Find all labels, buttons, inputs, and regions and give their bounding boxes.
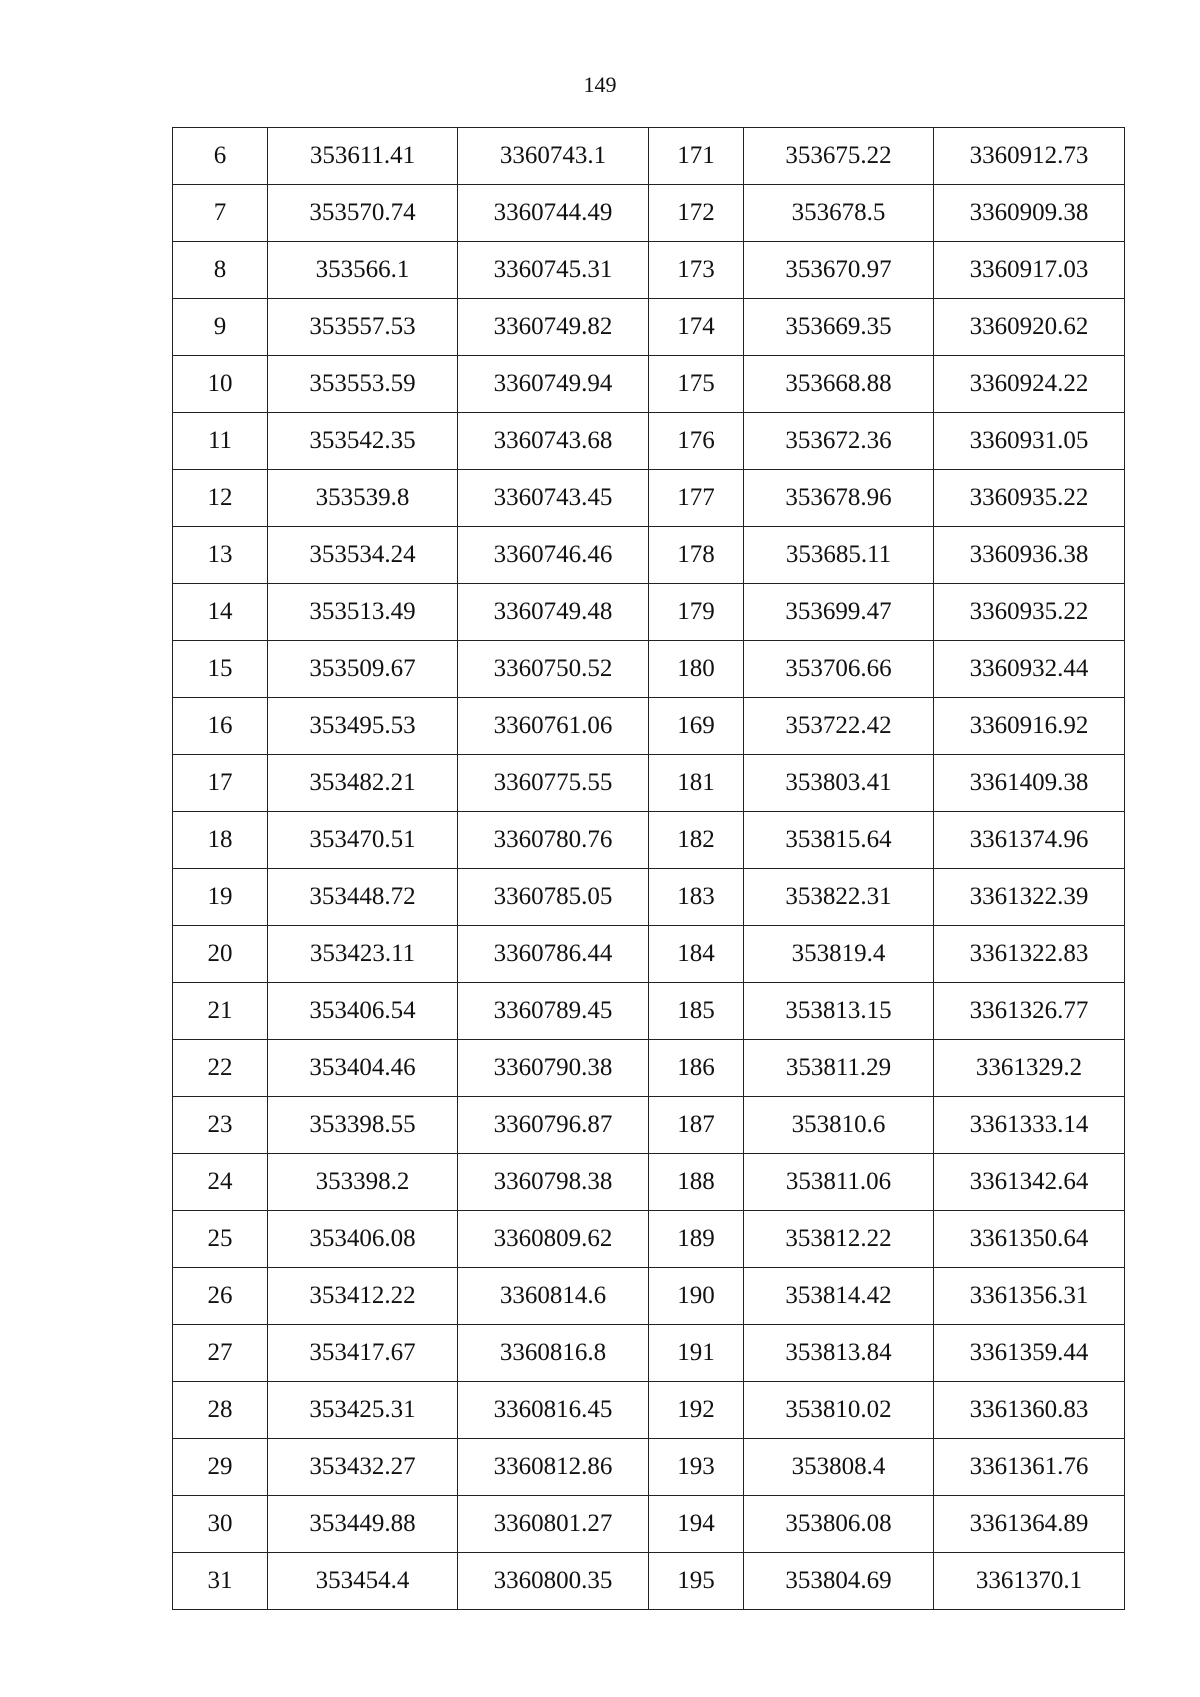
table-row [173, 755, 1125, 812]
x-coordinate-left-cell: 353406.54 [268, 983, 458, 1040]
y-coordinate-right-cell: 3360912.73 [934, 128, 1125, 185]
point-number-right-cell: 193 [649, 1439, 744, 1496]
x-coordinate-left-cell: 353417.67 [268, 1325, 458, 1382]
x-coordinate-right-cell: 353699.47 [744, 584, 934, 641]
table-row [173, 356, 1125, 413]
x-coordinate-right-cell: 353675.22 [744, 128, 934, 185]
point-number-right-cell: 173 [649, 242, 744, 299]
x-coordinate-right-cell: 353806.08 [744, 1496, 934, 1553]
table-row [173, 185, 1125, 242]
y-coordinate-right-cell: 3361374.96 [934, 812, 1125, 869]
table-row [173, 698, 1125, 755]
y-coordinate-left-cell: 3360800.35 [458, 1553, 649, 1610]
table-row [173, 1040, 1125, 1097]
point-number-right-cell: 192 [649, 1382, 744, 1439]
point-number-right-cell: 175 [649, 356, 744, 413]
table-row [173, 1097, 1125, 1154]
x-coordinate-left-cell: 353611.41 [268, 128, 458, 185]
x-coordinate-right-cell: 353804.69 [744, 1553, 934, 1610]
point-number-left-cell: 7 [173, 185, 268, 242]
point-number-left-cell: 22 [173, 1040, 268, 1097]
point-number-right-cell: 195 [649, 1553, 744, 1610]
point-number-right-cell: 177 [649, 470, 744, 527]
x-coordinate-right-cell: 353813.15 [744, 983, 934, 1040]
x-coordinate-left-cell: 353470.51 [268, 812, 458, 869]
table-row [173, 1325, 1125, 1382]
point-number-right-cell: 182 [649, 812, 744, 869]
coordinate-table-body [173, 128, 1125, 1610]
x-coordinate-left-cell: 353404.46 [268, 1040, 458, 1097]
point-number-right-cell: 188 [649, 1154, 744, 1211]
point-number-left-cell: 29 [173, 1439, 268, 1496]
x-coordinate-left-cell: 353542.35 [268, 413, 458, 470]
point-number-right-cell: 184 [649, 926, 744, 983]
y-coordinate-left-cell: 3360743.1 [458, 128, 649, 185]
x-coordinate-left-cell: 353534.24 [268, 527, 458, 584]
coordinate-table [172, 127, 1125, 1610]
point-number-left-cell: 23 [173, 1097, 268, 1154]
point-number-right-cell: 176 [649, 413, 744, 470]
point-number-right-cell: 186 [649, 1040, 744, 1097]
y-coordinate-right-cell: 3360924.22 [934, 356, 1125, 413]
y-coordinate-left-cell: 3360798.38 [458, 1154, 649, 1211]
point-number-right-cell: 179 [649, 584, 744, 641]
y-coordinate-right-cell: 3361409.38 [934, 755, 1125, 812]
table-row [173, 926, 1125, 983]
y-coordinate-right-cell: 3361329.2 [934, 1040, 1125, 1097]
point-number-left-cell: 21 [173, 983, 268, 1040]
y-coordinate-left-cell: 3360785.05 [458, 869, 649, 926]
y-coordinate-right-cell: 3360936.38 [934, 527, 1125, 584]
y-coordinate-left-cell: 3360796.87 [458, 1097, 649, 1154]
table-row [173, 983, 1125, 1040]
table-row [173, 1553, 1125, 1610]
x-coordinate-right-cell: 353722.42 [744, 698, 934, 755]
table-row [173, 242, 1125, 299]
y-coordinate-right-cell: 3360916.92 [934, 698, 1125, 755]
y-coordinate-left-cell: 3360786.44 [458, 926, 649, 983]
point-number-left-cell: 20 [173, 926, 268, 983]
y-coordinate-left-cell: 3360775.55 [458, 755, 649, 812]
table-row [173, 1268, 1125, 1325]
y-coordinate-right-cell: 3360935.22 [934, 470, 1125, 527]
page-number: 149 [583, 72, 617, 97]
y-coordinate-left-cell: 3360743.45 [458, 470, 649, 527]
point-number-right-cell: 178 [649, 527, 744, 584]
y-coordinate-left-cell: 3360789.45 [458, 983, 649, 1040]
x-coordinate-right-cell: 353812.22 [744, 1211, 934, 1268]
point-number-right-cell: 172 [649, 185, 744, 242]
point-number-left-cell: 27 [173, 1325, 268, 1382]
point-number-left-cell: 19 [173, 869, 268, 926]
y-coordinate-right-cell: 3361342.64 [934, 1154, 1125, 1211]
point-number-left-cell: 18 [173, 812, 268, 869]
point-number-right-cell: 185 [649, 983, 744, 1040]
y-coordinate-left-cell: 3360745.31 [458, 242, 649, 299]
table-row [173, 128, 1125, 185]
point-number-left-cell: 6 [173, 128, 268, 185]
y-coordinate-right-cell: 3360932.44 [934, 641, 1125, 698]
table-row [173, 527, 1125, 584]
x-coordinate-right-cell: 353808.4 [744, 1439, 934, 1496]
x-coordinate-right-cell: 353669.35 [744, 299, 934, 356]
x-coordinate-right-cell: 353685.11 [744, 527, 934, 584]
x-coordinate-left-cell: 353570.74 [268, 185, 458, 242]
x-coordinate-left-cell: 353557.53 [268, 299, 458, 356]
x-coordinate-left-cell: 353406.08 [268, 1211, 458, 1268]
table-row [173, 1496, 1125, 1553]
y-coordinate-left-cell: 3360750.52 [458, 641, 649, 698]
y-coordinate-left-cell: 3360780.76 [458, 812, 649, 869]
y-coordinate-left-cell: 3360743.68 [458, 413, 649, 470]
y-coordinate-right-cell: 3361370.1 [934, 1553, 1125, 1610]
y-coordinate-right-cell: 3360917.03 [934, 242, 1125, 299]
x-coordinate-right-cell: 353813.84 [744, 1325, 934, 1382]
x-coordinate-left-cell: 353425.31 [268, 1382, 458, 1439]
point-number-left-cell: 13 [173, 527, 268, 584]
point-number-right-cell: 187 [649, 1097, 744, 1154]
x-coordinate-right-cell: 353672.36 [744, 413, 934, 470]
point-number-left-cell: 8 [173, 242, 268, 299]
y-coordinate-right-cell: 3360909.38 [934, 185, 1125, 242]
point-number-left-cell: 12 [173, 470, 268, 527]
table-row [173, 1211, 1125, 1268]
table-row [173, 641, 1125, 698]
x-coordinate-left-cell: 353495.53 [268, 698, 458, 755]
point-number-right-cell: 194 [649, 1496, 744, 1553]
point-number-left-cell: 9 [173, 299, 268, 356]
y-coordinate-right-cell: 3361360.83 [934, 1382, 1125, 1439]
y-coordinate-left-cell: 3360812.86 [458, 1439, 649, 1496]
x-coordinate-right-cell: 353815.64 [744, 812, 934, 869]
x-coordinate-right-cell: 353810.02 [744, 1382, 934, 1439]
table-row [173, 299, 1125, 356]
table-row [173, 1439, 1125, 1496]
x-coordinate-right-cell: 353811.06 [744, 1154, 934, 1211]
point-number-right-cell: 189 [649, 1211, 744, 1268]
x-coordinate-left-cell: 353566.1 [268, 242, 458, 299]
point-number-left-cell: 14 [173, 584, 268, 641]
y-coordinate-left-cell: 3360749.94 [458, 356, 649, 413]
x-coordinate-right-cell: 353706.66 [744, 641, 934, 698]
point-number-left-cell: 25 [173, 1211, 268, 1268]
point-number-right-cell: 174 [649, 299, 744, 356]
point-number-right-cell: 190 [649, 1268, 744, 1325]
table-row [173, 1382, 1125, 1439]
y-coordinate-left-cell: 3360744.49 [458, 185, 649, 242]
point-number-left-cell: 11 [173, 413, 268, 470]
y-coordinate-left-cell: 3360746.46 [458, 527, 649, 584]
point-number-left-cell: 15 [173, 641, 268, 698]
table-row [173, 812, 1125, 869]
y-coordinate-right-cell: 3361322.39 [934, 869, 1125, 926]
point-number-right-cell: 180 [649, 641, 744, 698]
y-coordinate-right-cell: 3361350.64 [934, 1211, 1125, 1268]
x-coordinate-left-cell: 353454.4 [268, 1553, 458, 1610]
x-coordinate-right-cell: 353822.31 [744, 869, 934, 926]
table-row [173, 584, 1125, 641]
x-coordinate-right-cell: 353811.29 [744, 1040, 934, 1097]
x-coordinate-right-cell: 353678.96 [744, 470, 934, 527]
x-coordinate-right-cell: 353819.4 [744, 926, 934, 983]
point-number-right-cell: 183 [649, 869, 744, 926]
y-coordinate-right-cell: 3361356.31 [934, 1268, 1125, 1325]
point-number-left-cell: 24 [173, 1154, 268, 1211]
y-coordinate-right-cell: 3361359.44 [934, 1325, 1125, 1382]
x-coordinate-right-cell: 353670.97 [744, 242, 934, 299]
point-number-left-cell: 28 [173, 1382, 268, 1439]
point-number-right-cell: 181 [649, 755, 744, 812]
point-number-right-cell: 171 [649, 128, 744, 185]
y-coordinate-left-cell: 3360816.45 [458, 1382, 649, 1439]
point-number-left-cell: 16 [173, 698, 268, 755]
x-coordinate-right-cell: 353814.42 [744, 1268, 934, 1325]
x-coordinate-left-cell: 353513.49 [268, 584, 458, 641]
point-number-left-cell: 10 [173, 356, 268, 413]
y-coordinate-right-cell: 3361364.89 [934, 1496, 1125, 1553]
y-coordinate-right-cell: 3360935.22 [934, 584, 1125, 641]
point-number-left-cell: 17 [173, 755, 268, 812]
y-coordinate-left-cell: 3360801.27 [458, 1496, 649, 1553]
x-coordinate-left-cell: 353398.2 [268, 1154, 458, 1211]
y-coordinate-right-cell: 3361322.83 [934, 926, 1125, 983]
y-coordinate-left-cell: 3360814.6 [458, 1268, 649, 1325]
table-row [173, 470, 1125, 527]
x-coordinate-left-cell: 353539.8 [268, 470, 458, 527]
x-coordinate-right-cell: 353668.88 [744, 356, 934, 413]
y-coordinate-right-cell: 3361361.76 [934, 1439, 1125, 1496]
x-coordinate-left-cell: 353553.59 [268, 356, 458, 413]
x-coordinate-right-cell: 353678.5 [744, 185, 934, 242]
y-coordinate-left-cell: 3360749.82 [458, 299, 649, 356]
y-coordinate-right-cell: 3361333.14 [934, 1097, 1125, 1154]
y-coordinate-left-cell: 3360809.62 [458, 1211, 649, 1268]
point-number-right-cell: 191 [649, 1325, 744, 1382]
point-number-right-cell: 169 [649, 698, 744, 755]
y-coordinate-left-cell: 3360790.38 [458, 1040, 649, 1097]
x-coordinate-left-cell: 353432.27 [268, 1439, 458, 1496]
y-coordinate-right-cell: 3360920.62 [934, 299, 1125, 356]
x-coordinate-left-cell: 353448.72 [268, 869, 458, 926]
x-coordinate-left-cell: 353482.21 [268, 755, 458, 812]
y-coordinate-left-cell: 3360749.48 [458, 584, 649, 641]
table-row [173, 869, 1125, 926]
table-row [173, 1154, 1125, 1211]
x-coordinate-left-cell: 353398.55 [268, 1097, 458, 1154]
y-coordinate-right-cell: 3360931.05 [934, 413, 1125, 470]
x-coordinate-right-cell: 353810.6 [744, 1097, 934, 1154]
x-coordinate-left-cell: 353509.67 [268, 641, 458, 698]
x-coordinate-right-cell: 353803.41 [744, 755, 934, 812]
point-number-left-cell: 26 [173, 1268, 268, 1325]
x-coordinate-left-cell: 353412.22 [268, 1268, 458, 1325]
x-coordinate-left-cell: 353449.88 [268, 1496, 458, 1553]
point-number-left-cell: 30 [173, 1496, 268, 1553]
y-coordinate-right-cell: 3361326.77 [934, 983, 1125, 1040]
y-coordinate-left-cell: 3360816.8 [458, 1325, 649, 1382]
table-row [173, 413, 1125, 470]
point-number-left-cell: 31 [173, 1553, 268, 1610]
y-coordinate-left-cell: 3360761.06 [458, 698, 649, 755]
x-coordinate-left-cell: 353423.11 [268, 926, 458, 983]
